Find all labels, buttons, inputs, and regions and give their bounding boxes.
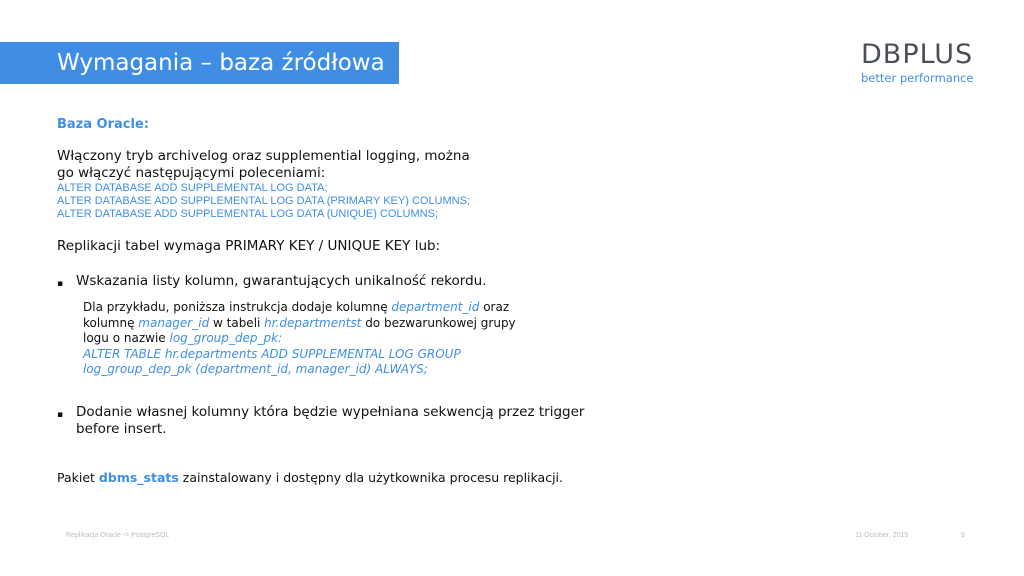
sql-line: ALTER DATABASE ADD SUPPLEMENTAL LOG DATA (PRIMARY KEY) COLUMNS; bbox=[57, 195, 471, 207]
bullet-text-line-2: before insert. bbox=[76, 421, 167, 437]
page-number: 9 bbox=[961, 532, 965, 539]
example-line-2 bbox=[83, 316, 516, 332]
bullet-text: Wskazania listy kolumn, gwarantujących unikalność rekordu. bbox=[76, 273, 487, 289]
example-text: kolumnę bbox=[83, 316, 139, 330]
table-name: hr.departmentst bbox=[264, 316, 362, 330]
log-group-name: log_group_dep_pk: bbox=[169, 331, 283, 345]
column-name: manager_id bbox=[138, 316, 210, 330]
slide-title: Wymagania – baza źródłowa bbox=[57, 50, 385, 76]
example-line-3 bbox=[83, 331, 282, 347]
example-text: logu o nazwie bbox=[83, 331, 170, 345]
intro-line-2: go włączyć następującymi poleceniami: bbox=[57, 165, 326, 181]
intro-line-1: Włączony tryb archivelog oraz supplemential logging, można bbox=[57, 148, 470, 164]
example-text: do bezwarunkowej grupy bbox=[361, 316, 516, 330]
replication-requirement: Replikacji tabel wymaga PRIMARY KEY / UNIQUE KEY lub: bbox=[57, 238, 441, 254]
example-text: Dla przykładu, poniższa instrukcja dodaje kolumnę bbox=[83, 300, 392, 314]
dbplus-logo bbox=[861, 40, 981, 85]
example-line-1 bbox=[83, 300, 509, 316]
logo-tagline: better performance bbox=[861, 71, 974, 85]
package-text: Pakiet bbox=[57, 470, 99, 485]
package-note bbox=[57, 470, 563, 485]
footer-date: 11 October, 2019 bbox=[855, 532, 909, 539]
package-text: zainstalowany i dostępny dla użytkownika procesu replikacji. bbox=[178, 470, 563, 485]
logo-name: DBPLUS bbox=[861, 39, 974, 70]
bullet-text-line-1: Dodanie własnej kolumny która będzie wypełniana sekwencją przez trigger bbox=[76, 404, 585, 420]
example-text: oraz bbox=[479, 300, 510, 314]
sql-line: ALTER DATABASE ADD SUPPLEMENTAL LOG DATA (UNIQUE) COLUMNS; bbox=[57, 208, 438, 220]
bullet-icon: ▪ bbox=[57, 279, 64, 289]
footer-title: Replikacja Oracle -> PostgreSQL bbox=[66, 532, 170, 539]
example-sql-line-1: ALTER TABLE hr.departments ADD SUPPLEMENTAL LOG GROUP bbox=[83, 347, 461, 361]
section-heading: Baza Oracle: bbox=[57, 117, 149, 132]
bullet-item-1 bbox=[57, 273, 657, 291]
example-sql-line-2: log_group_dep_pk (department_id, manager_id) ALWAYS; bbox=[83, 362, 428, 376]
sql-line: ALTER DATABASE ADD SUPPLEMENTAL LOG DATA; bbox=[57, 182, 328, 194]
package-name: dbms_stats bbox=[98, 470, 179, 485]
column-name: department_id bbox=[391, 300, 480, 314]
bullet-item-2 bbox=[57, 404, 677, 440]
example-text: w tabeli bbox=[209, 316, 265, 330]
bullet-icon: ▪ bbox=[57, 410, 64, 420]
